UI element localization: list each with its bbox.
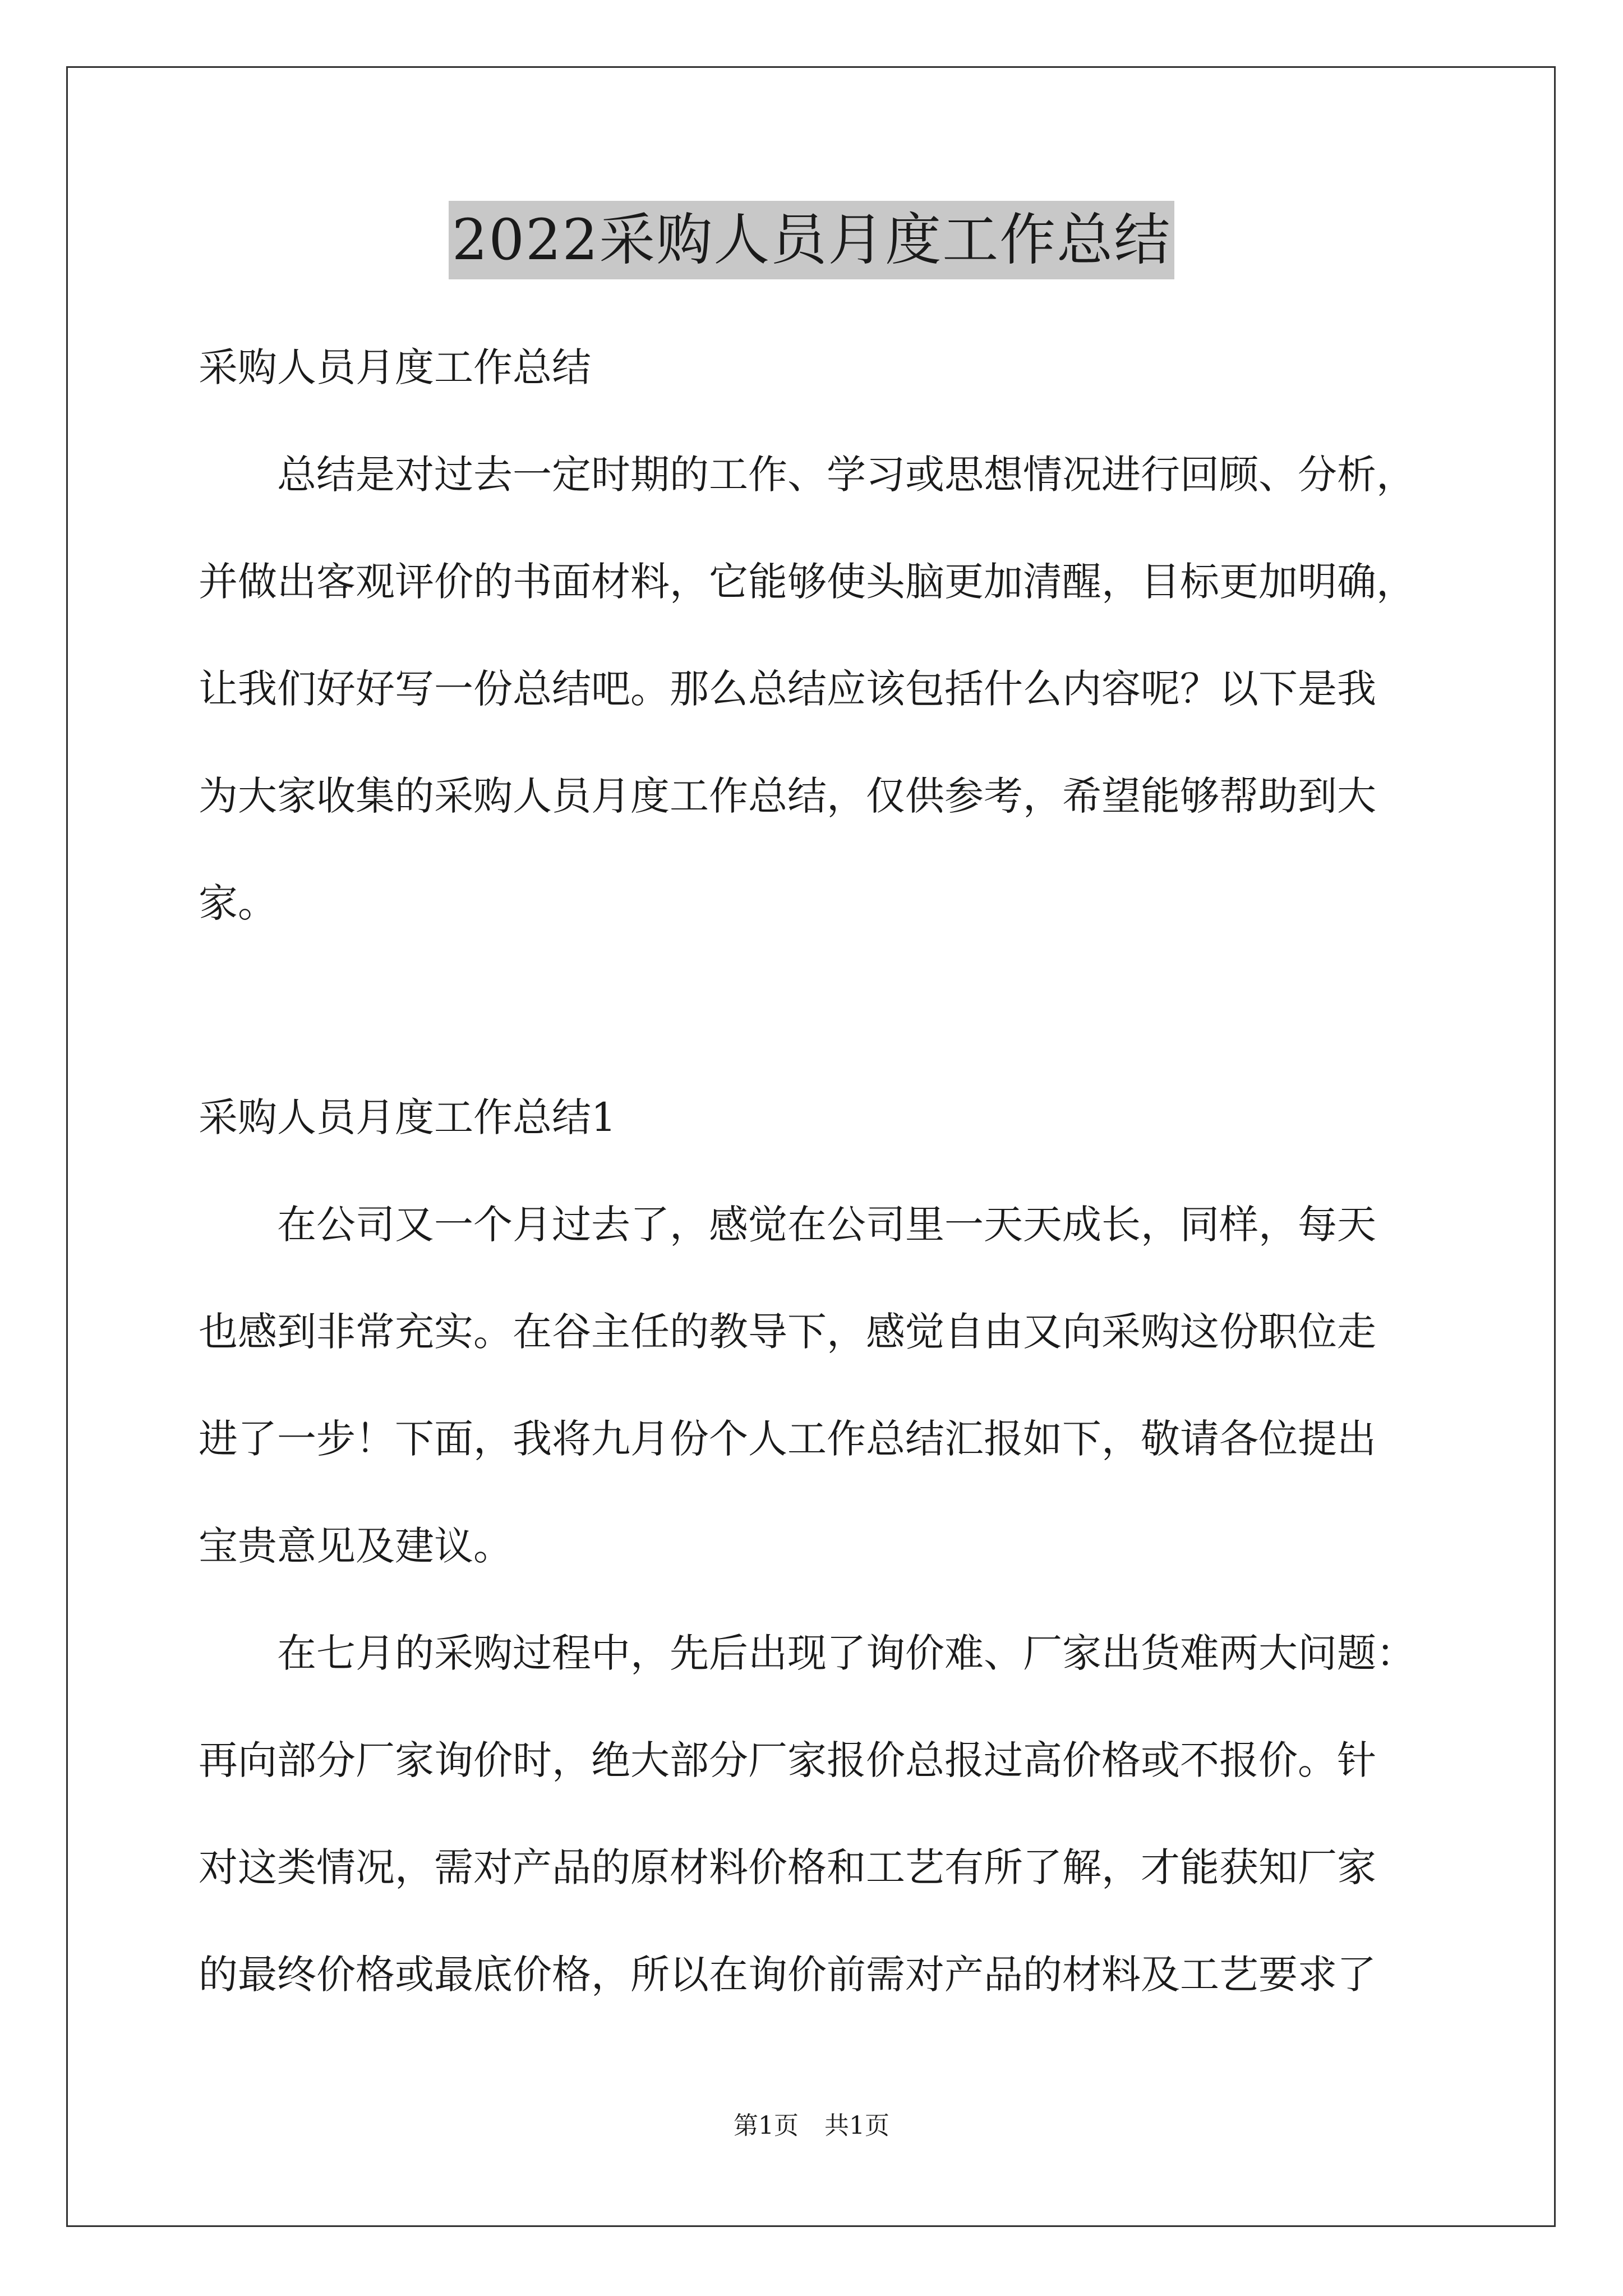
intro-line: 总结是对过去一定时期的工作、学习或思想情况进行回顾、分析， [277,452,1415,498]
section-heading: 采购人员月度工作总结1 [199,1094,616,1140]
intro-line: 为大家收集的采购人员月度工作总结，仅供参考，希望能够帮助到大 [199,773,1376,819]
page-footer [0,2109,1623,2143]
blank-line [199,957,1455,1064]
intro-line: 家。 [199,880,277,926]
paragraph-line: 宝贵意见及建议。 [199,1523,513,1569]
title-container [0,201,1623,279]
paragraph-line: 在七月的采购过程中，先后出现了询价难、厂家出货难两大问题： [277,1630,1415,1676]
paragraph-line: 的最终价格或最底价格，所以在询价前需对产品的材料及工艺要求了 [199,1952,1376,1998]
intro-line: 让我们好好写一份总结吧。那么总结应该包括什么内容呢？以下是我 [199,666,1376,712]
page-number-total: 共1页 [824,2111,889,2140]
intro-line: 并做出客观评价的书面材料，它能够使头脑更加清醒，目标更加明确， [199,559,1415,605]
document-title: 2022采购人员月度工作总结 [449,201,1175,279]
paragraph-line: 再向部分厂家询价时，绝大部分厂家报价总报过高价格或不报价。针 [199,1737,1376,1783]
document-body [199,314,1455,2028]
page-number-current: 第1页 [734,2111,799,2140]
paragraph-line: 进了一步！下面，我将九月份个人工作总结汇报如下，敬请各位提出 [199,1416,1376,1462]
section-heading: 采购人员月度工作总结 [199,344,591,390]
paragraph-line: 在公司又一个月过去了，感觉在公司里一天天成长，同样，每天 [277,1202,1376,1248]
paragraph-line: 也感到非常充实。在谷主任的教导下，感觉自由又向采购这份职位走 [199,1309,1376,1355]
paragraph-line: 对这类情况，需对产品的原材料价格和工艺有所了解，才能获知厂家 [199,1844,1376,1890]
